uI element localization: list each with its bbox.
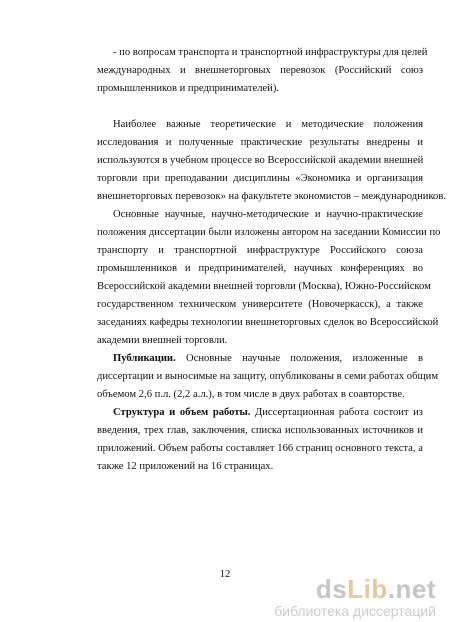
text-line: исследования и полученные практические результаты внедрены и: [97, 137, 423, 148]
text-line: торговли при преподавании дисциплины «Экономика и организация: [97, 173, 423, 184]
text-line: - по вопросам транспорта и транспортной инфраструктуры для целей: [113, 47, 428, 58]
text-line: Наиболее важные теоретические и методические положения: [113, 119, 423, 130]
text-line: положения диссертации были изложены автором на заседании Комиссии по: [97, 227, 441, 238]
text-line: заседаниях кафедры технологии внешнеторговых сделок во Всероссийской: [97, 317, 439, 328]
text-line: промышленников и предпринимателей).: [97, 83, 280, 94]
watermark-logo-ds: ds: [315, 574, 348, 604]
text-line: приложений. Объем работы составляет 166 страниц основного текста, а: [97, 443, 423, 454]
text-line: диссертации и выносимые на защиту, опубликованы в семи работах общим: [97, 371, 439, 382]
text-line: академии внешней торговли.: [97, 335, 228, 346]
text-line: объемом 2,6 п.л. (2,2 а.л.), в том числе в двух работах в соавторстве.: [97, 389, 405, 400]
text-line: введения, трех глав, заключения, списка использованных источников и: [97, 425, 423, 436]
text-line: Всероссийской академии внешней торговли (Москва), Южно-Российском: [97, 281, 431, 292]
text-line: [113, 405, 423, 421]
text-line: [113, 351, 423, 367]
text-line: промышленников и предпринимателей, научных конференциях во: [97, 263, 423, 274]
watermark-logo-lib: Lib: [347, 574, 388, 604]
text-line: государственном техническом университете (Новочеркасск), а также: [97, 299, 423, 310]
watermark-subtitle: библиотека диссертаций: [274, 603, 436, 619]
watermark: [274, 575, 436, 619]
text-line: международных и внешнеторговых перевозок (Российский союз: [97, 65, 423, 76]
text-line: используются в учебном процессе во Всероссийской академии внешней: [97, 155, 424, 166]
section-heading-structure: Структура и объем работы.: [113, 407, 251, 418]
text-line: также 12 приложений на 16 страницах.: [97, 461, 274, 472]
section-heading-publications: Публикации.: [113, 353, 176, 364]
text-line: внешнеторговых перевозок» на факультете экономистов – международников.: [97, 191, 447, 202]
text-line-content: Диссертационная работа состоит из: [250, 407, 423, 418]
watermark-logo: [274, 575, 436, 603]
page-number: 12: [219, 569, 231, 580]
text-line-content: Основные научные положения, изложенные в: [175, 353, 423, 364]
text-line: Основные научные, научно-методические и научно-практические: [113, 209, 423, 220]
text-line: транспорту и транспортной инфраструктуре Российского союза: [97, 245, 423, 256]
watermark-logo-net: .net: [387, 574, 436, 604]
